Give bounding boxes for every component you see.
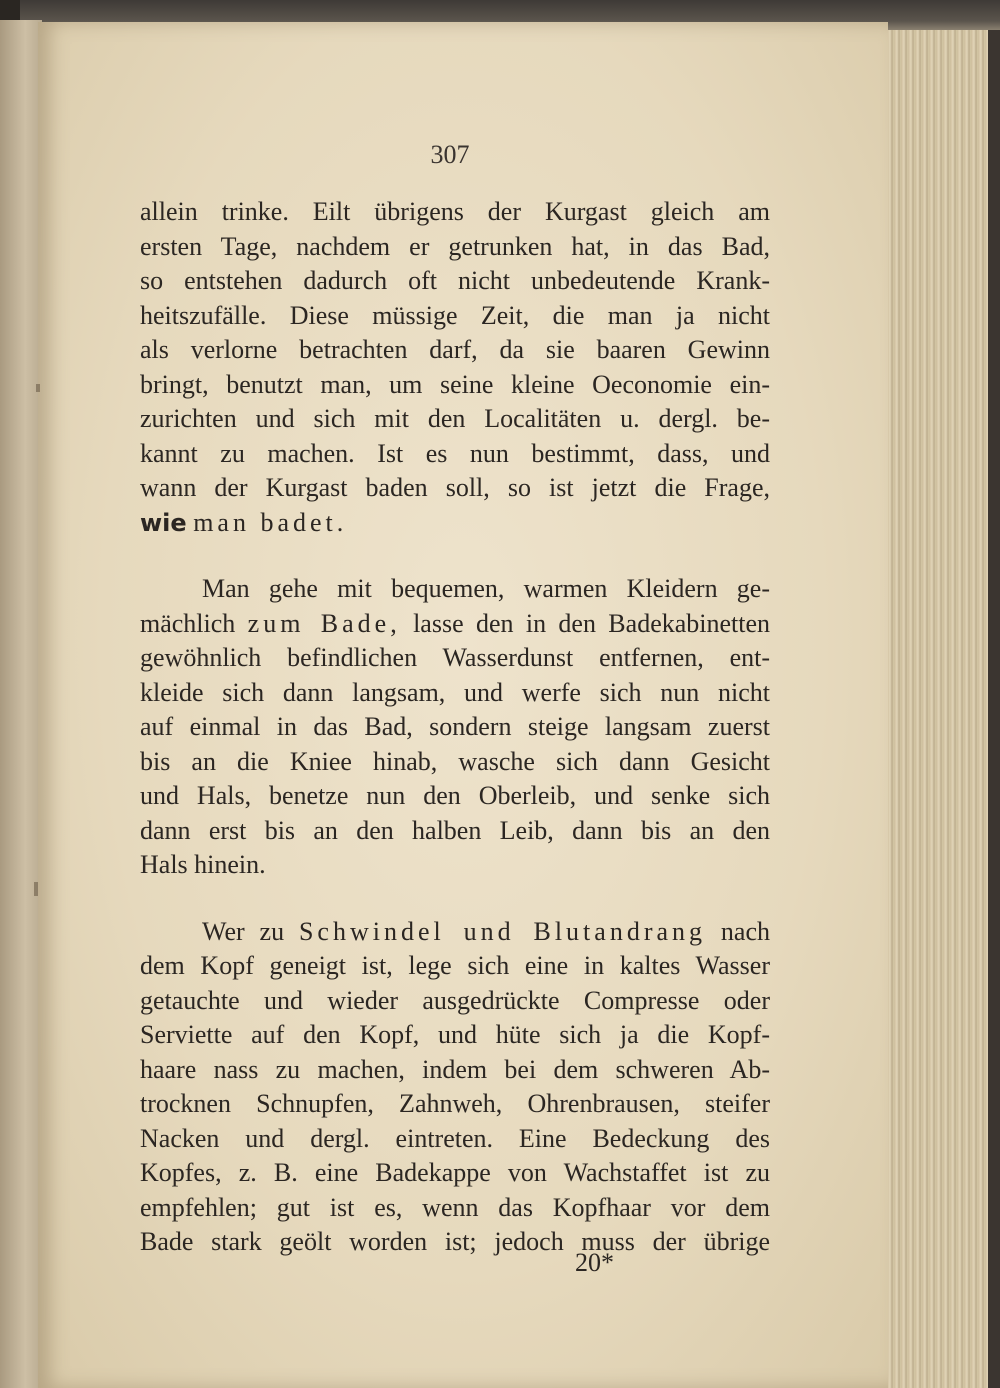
previous-page-edge bbox=[0, 20, 42, 1388]
page-stack-edge bbox=[878, 30, 990, 1388]
text-line: heitszufälle. Diese müssige Zeit, die man ja nicht bbox=[140, 300, 770, 330]
text-line bbox=[140, 915, 770, 950]
text-line: trocknen Schnupfen, Zahnweh, Ohrenbrausen, steifer bbox=[140, 1089, 770, 1118]
text-line: so entstehen dadurch oft nicht unbedeutende Krank- bbox=[140, 266, 770, 295]
book-cover-edge bbox=[988, 30, 1000, 1388]
body-text bbox=[140, 195, 770, 1260]
text-line: allein trinke. Eilt übrigens der Kurgast gleich am bbox=[140, 197, 770, 226]
page-number: 307 bbox=[430, 140, 470, 169]
text-line bbox=[140, 607, 770, 642]
paragraph-1 bbox=[140, 195, 770, 540]
text-line: ersten Tage, nachdem er getrunken hat, in das Bad, bbox=[140, 231, 770, 261]
text-line: empfehlen; gut ist es, wenn das Kopfhaar vor dem bbox=[140, 1192, 770, 1222]
text-line: Kopfes, z. B. eine Badekappe von Wachstaffet ist zu bbox=[140, 1158, 770, 1187]
text-line: zurichten und sich mit den Localitäten u. dergl. be- bbox=[140, 404, 770, 433]
text-line: Hals hinein. bbox=[140, 850, 266, 879]
signature-mark: 20* bbox=[575, 1248, 614, 1277]
text-line: kannt zu machen. Ist es nun bestimmt, dass, und bbox=[140, 438, 770, 468]
text-line: bringt, benutzt man, um seine kleine Oeconomie ein- bbox=[140, 369, 770, 399]
text-line: auf einmal in das Bad, sondern steige langsam zuerst bbox=[140, 712, 770, 741]
text-fragment: nach bbox=[720, 916, 771, 946]
text-fragment: Wer zu bbox=[202, 916, 285, 946]
text-line: und Hals, benetze nun den Oberleib, und senke sich bbox=[140, 781, 770, 810]
text-line: wann der Kurgast baden soll, so ist jetzt die Frage, bbox=[140, 473, 770, 502]
text-line: kleide sich dann langsam, und werfe sich nun nicht bbox=[140, 677, 770, 707]
text-line: dann erst bis an den halben Leib, dann bis an den bbox=[140, 815, 770, 845]
text-line: Nacken und dergl. eintreten. Eine Bedeckung des bbox=[140, 1123, 770, 1153]
text-line: dem Kopf geneigt ist, lege sich eine in kaltes Wasser bbox=[140, 951, 770, 980]
spaced-text: zum Bade, bbox=[247, 608, 401, 638]
spaced-text: man badet. bbox=[193, 507, 348, 537]
text-line: haare nass zu machen, indem bei dem schweren Ab- bbox=[140, 1054, 770, 1084]
text-line bbox=[140, 506, 770, 541]
text-fragment: lasse den in den Badekabinetten bbox=[413, 608, 771, 638]
text-line: Bade stark geölt worden ist; jedoch muss der übrige bbox=[140, 1227, 770, 1256]
emphasis-wie: wie bbox=[140, 508, 187, 537]
text-line: getauchte und wieder ausgedrückte Compresse oder bbox=[140, 985, 770, 1015]
text-line: als verlorne betrachten darf, da sie baaren Gewinn bbox=[140, 335, 770, 364]
text-line: gewöhnlich befindlichen Wasserdunst entfernen, ent- bbox=[140, 643, 770, 672]
text-fragment: mächlich bbox=[140, 608, 236, 638]
paragraph-3 bbox=[140, 915, 770, 1260]
text-line: Man gehe mit bequemen, warmen Kleidern ge- bbox=[202, 574, 770, 603]
text-line: bis an die Kniee hinab, wasche sich dann Gesicht bbox=[140, 746, 770, 776]
paragraph-2 bbox=[140, 572, 770, 883]
spaced-text: Schwindel und Blutandrang bbox=[298, 916, 707, 946]
text-line: Serviette auf den Kopf, und hüte sich ja die Kopf- bbox=[140, 1020, 770, 1049]
